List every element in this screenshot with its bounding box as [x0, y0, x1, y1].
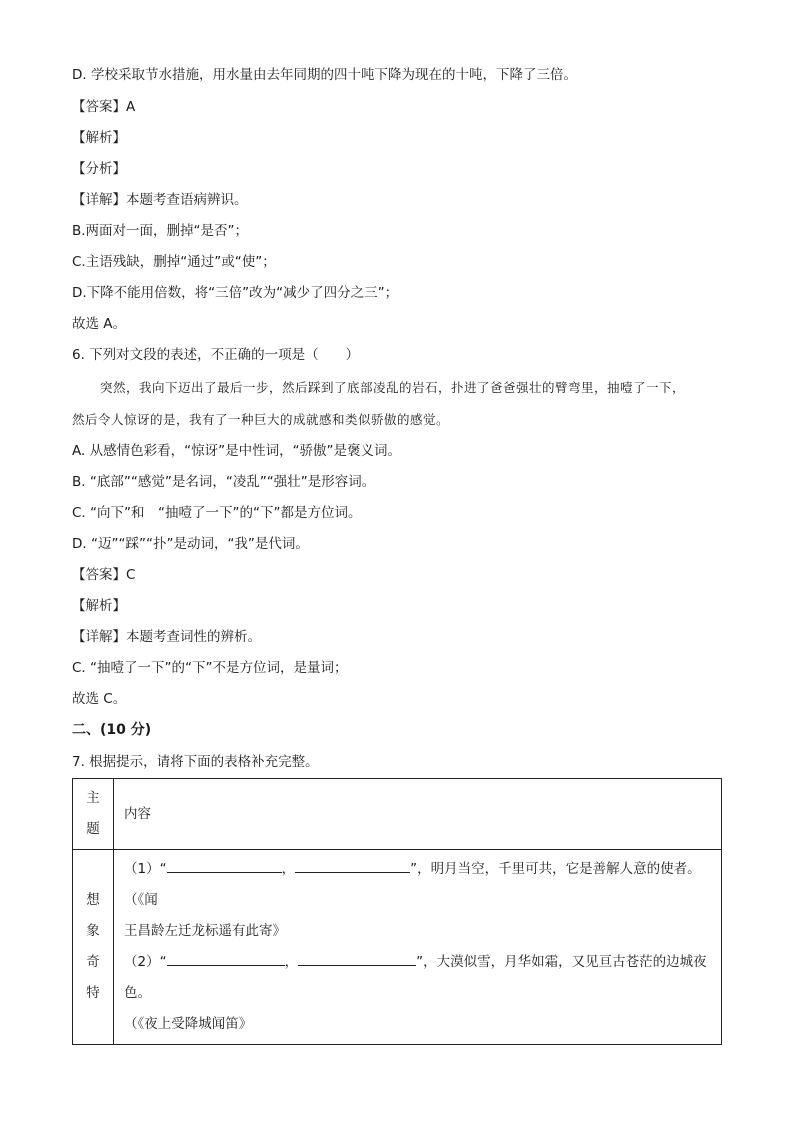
q7-header-theme [73, 779, 114, 850]
q5-detail: 【详解】本题考查语病辨识。 [72, 192, 248, 208]
q6-explain-c: C. “抽噎了一下”的“下”不是方位词，是量词； [72, 660, 348, 676]
q6-option-c: C. “向下”和 “抽噎了一下”的“下”都是方位词。 [72, 505, 362, 521]
q5-analysis-label: 【解析】 [72, 130, 126, 146]
q7-row-theme-char-2: 象 [86, 923, 100, 939]
q7-row-content [114, 850, 722, 1045]
q7-item-2-source: （《夜上受降城闻笛》 [124, 1016, 253, 1032]
q5-explain-c: C.主语残缺，删掉“通过”或“使”； [72, 254, 276, 270]
q6-analysis-label: 【解析】 [72, 598, 126, 614]
q5-conclusion: 故选 A。 [72, 316, 127, 332]
q5-option-d: D. 学校采取节水措施，用水量由去年同期的四十吨下降为现在的十吨，下降了三倍。 [72, 67, 577, 83]
q7-row-theme-char-1: 想 [86, 892, 100, 908]
q7-row-theme [73, 850, 114, 1045]
q7-item-2-suffix: ”，大漠似雪，月华如霜，又见亘古苍茫的边城夜色。 [124, 954, 707, 1001]
q7-item-1-blank-1[interactable] [167, 857, 282, 873]
q6-option-a: A. 从感情色彩看，“惊讶”是中性词，“骄傲”是褒义词。 [72, 443, 402, 459]
q7-item-2-comma: ， [284, 954, 299, 970]
q5-explain-d: D.下降不能用倍数，将“三倍”改为“减少了四分之三”； [72, 285, 399, 301]
q7-stem: 7. 根据提示，请将下面的表格补充完整。 [72, 754, 319, 770]
section-2-title: 二、(10 分) [72, 722, 152, 738]
q7-item-2-blank-1[interactable] [167, 950, 285, 966]
q7-header-theme-char-1: 主 [86, 790, 100, 806]
q7-table-row [73, 850, 722, 1045]
q5-answer: 【答案】A [72, 99, 136, 115]
q7-item-1-source: 王昌龄左迁龙标遥有此寄》 [124, 923, 286, 939]
q6-answer: 【答案】C [72, 567, 136, 583]
q6-detail: 【详解】本题考查词性的辨析。 [72, 629, 261, 645]
q7-item-1-suffix: ”，明月当空，千里可共，它是善解人意的使者。（《闻 [124, 861, 701, 908]
q6-option-b: B. “底部”“感觉”是名词，“凌乱”“强壮”是形容词。 [72, 474, 376, 490]
q7-table [72, 778, 722, 1045]
q7-item-1-prefix: （1）“ [124, 861, 167, 877]
q7-item-1-comma: ， [281, 861, 296, 877]
q7-item-2-prefix: （2）“ [124, 954, 167, 970]
q7-row-theme-char-4: 特 [86, 985, 100, 1001]
q7-table-header-row [73, 779, 722, 850]
q7-header-theme-char-2: 题 [86, 821, 100, 837]
q6-conclusion: 故选 C。 [72, 691, 127, 707]
q5-explain-b: B.两面对一面，删掉“是否”； [72, 223, 249, 239]
q6-passage-line-1: 突然，我向下迈出了最后一步，然后踩到了底部凌乱的岩石，扑进了爸爸强壮的臂弯里，抽噎了一下， [100, 380, 686, 395]
q7-item-2 [124, 947, 711, 1009]
q5-fenxi-label: 【分析】 [72, 161, 126, 177]
q7-header-content: 内容 [114, 779, 722, 850]
q7-row-theme-char-3: 奇 [86, 954, 100, 970]
q6-option-d: D. “迈”“踩”“扑”是动词，“我”是代词。 [72, 536, 309, 552]
q7-item-1-blank-2[interactable] [295, 857, 410, 873]
q7-item-2-blank-2[interactable] [298, 950, 416, 966]
q6-passage-line-2: 然后令人惊讶的是，我有了一种巨大的成就感和类似骄傲的感觉。 [72, 412, 450, 427]
q6-stem: 6. 下列对文段的表述，不正确的一项是（ ） [72, 347, 360, 363]
q7-item-1 [124, 854, 711, 916]
